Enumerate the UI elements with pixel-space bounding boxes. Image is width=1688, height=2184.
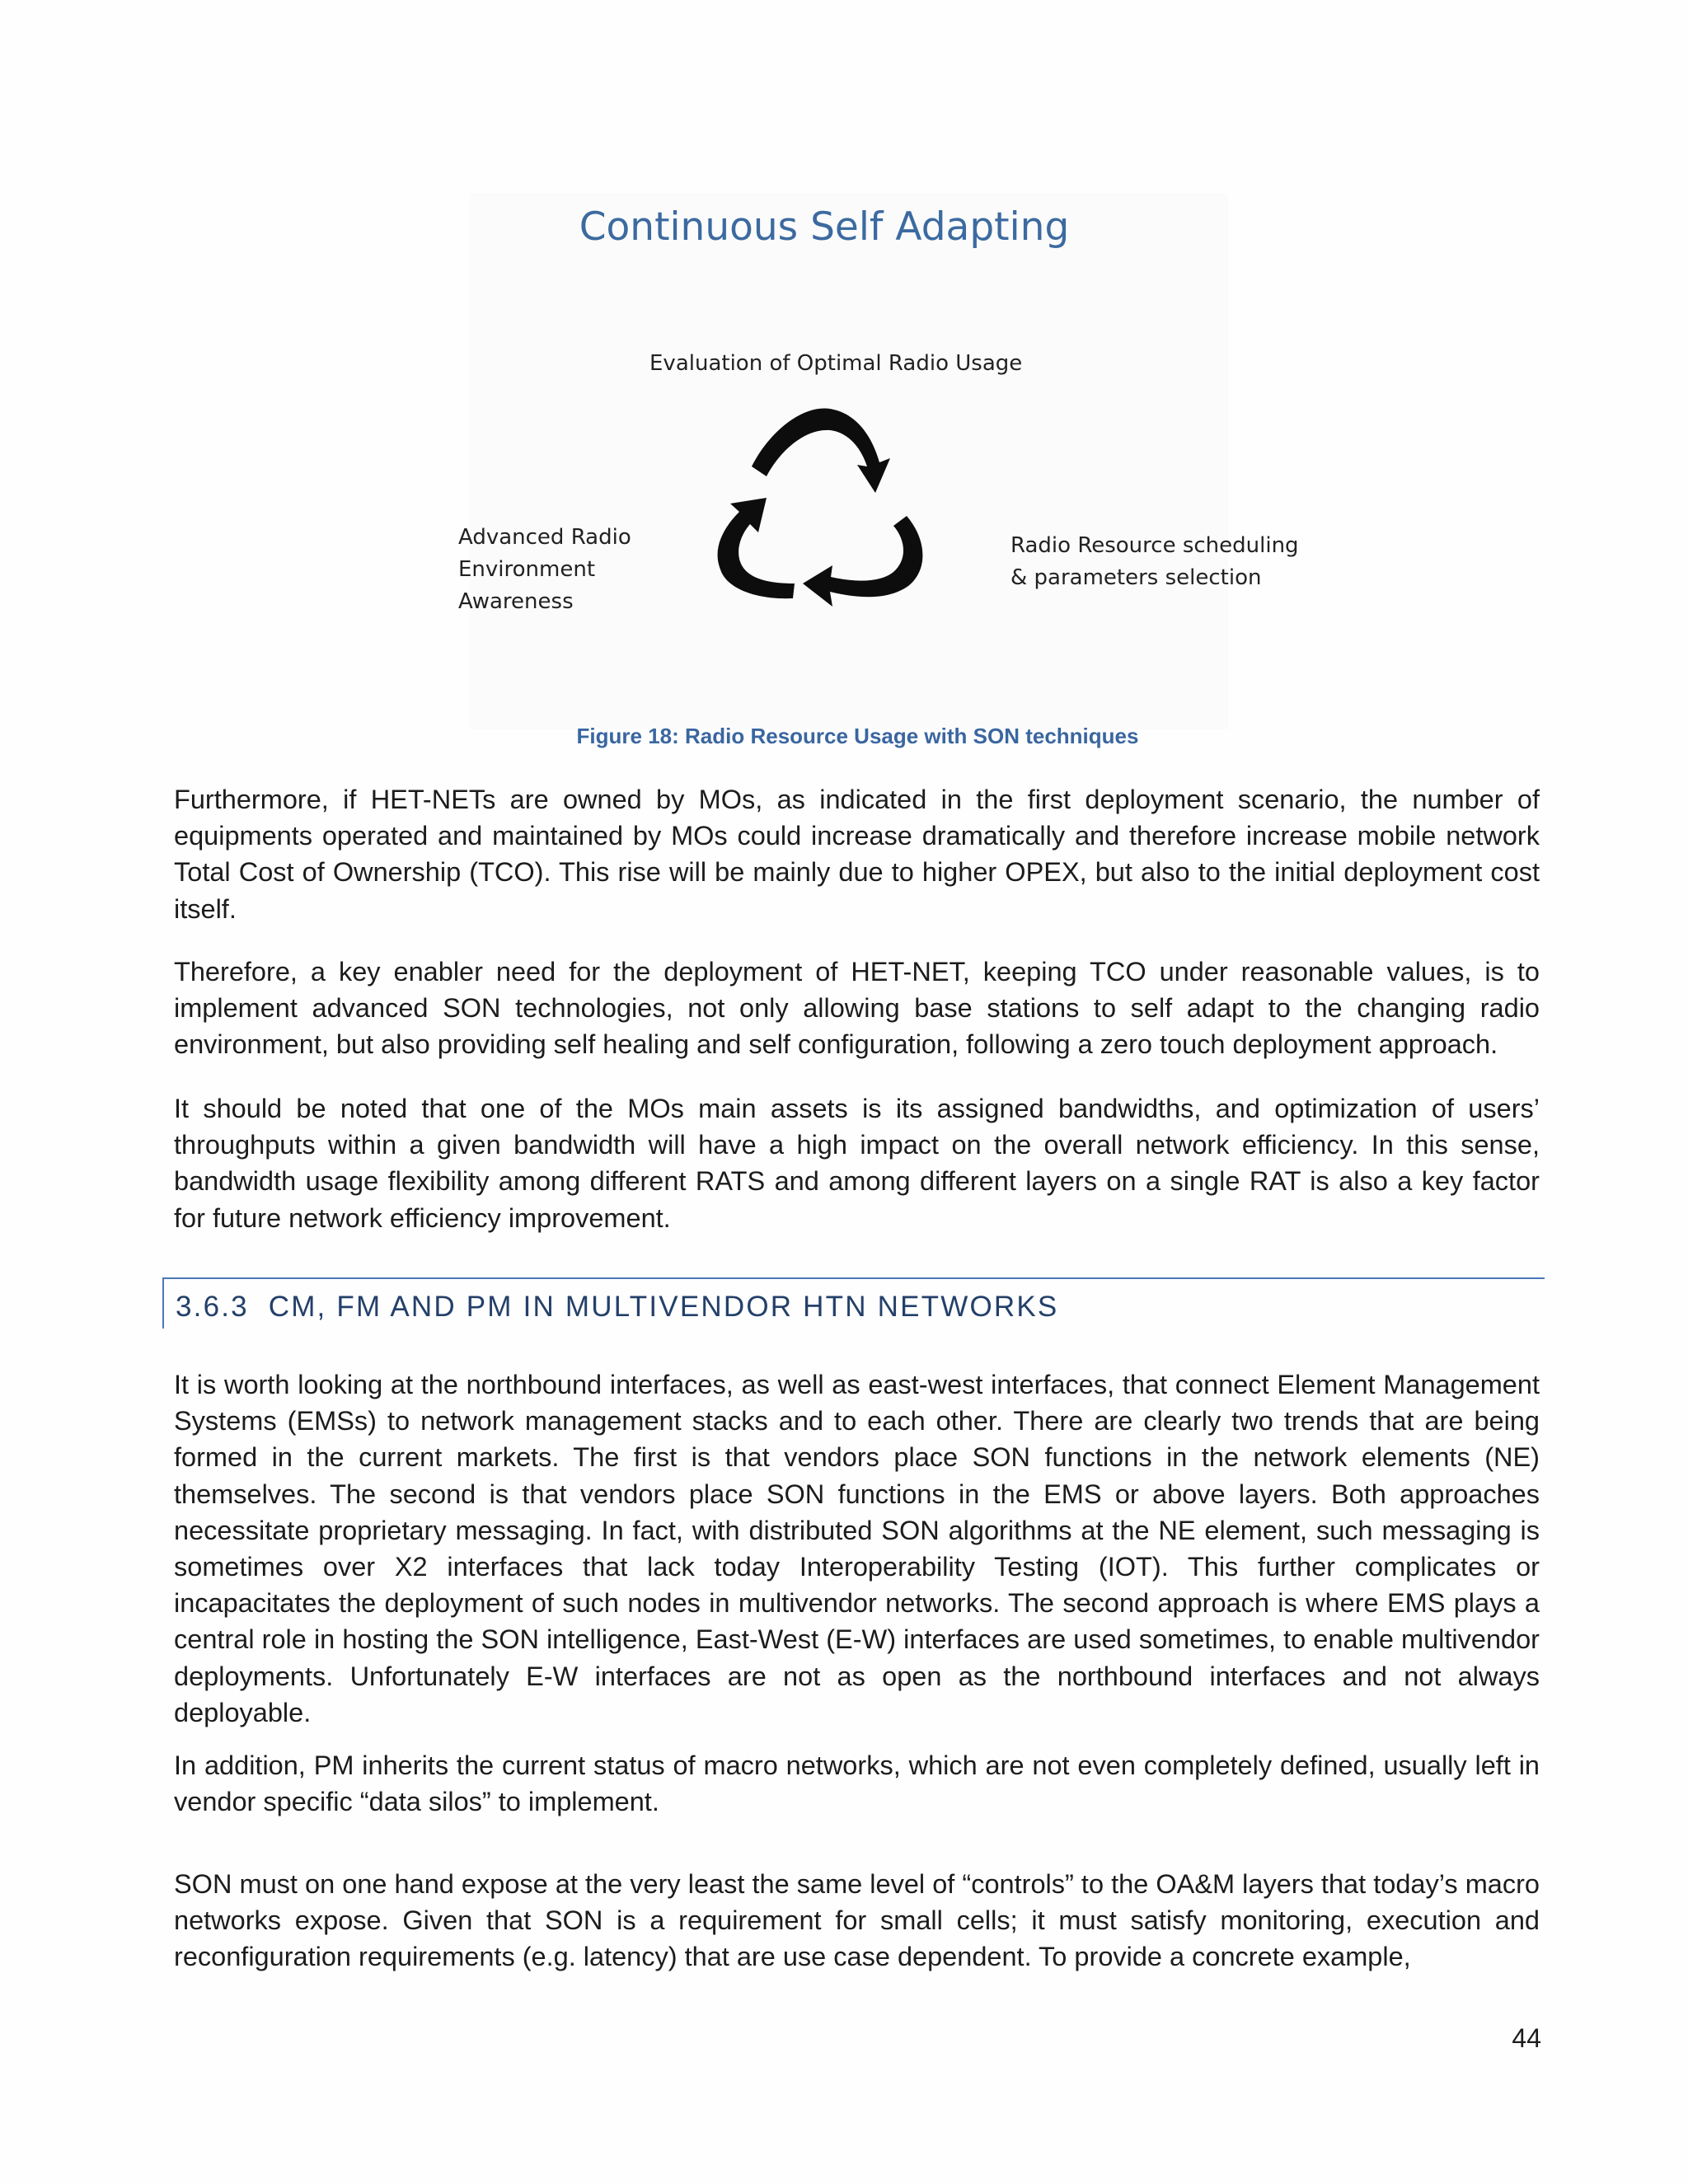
diagram-label-right-line: & parameters selection: [1010, 565, 1262, 590]
cycle-arrow-top: [752, 409, 890, 493]
diagram-label-top: Evaluation of Optimal Radio Usage: [649, 351, 1023, 376]
diagram-label-right-line: Radio Resource scheduling: [1010, 533, 1299, 558]
cycle-arrow-left: [718, 498, 795, 598]
paragraph: Therefore, a key enabler need for the deployment of HET-NET, keeping TCO under reasonable values, is to implement advanced SON technologies, not only allowing base stations to self adapt to the changing radio environment, but also providing self healing and self configuration, following a zero touch deployment approach.: [174, 957, 1540, 1060]
section-title: CM, FM AND PM IN MULTIVENDOR HTN NETWORKS: [268, 1291, 1059, 1323]
paragraph: It should be noted that one of the MOs main assets is its assigned bandwidths, and optimization of users’ throughputs within a given bandwidth will have a high impact on the overall network efficiency. In this sense, bandwidth usage flexibility among different RATS and among different layers on a single RAT is also a key factor for future network efficiency improvement.: [174, 1094, 1540, 1233]
diagram-title: Continuous Self Adapting: [579, 204, 1070, 250]
diagram-label-left: [458, 522, 648, 618]
diagram-label-left-line: Awareness: [458, 589, 574, 614]
paragraph: It is worth looking at the northbound interfaces, as well as east-west interfaces, that connect Element Management Systems (EMSs) to network management stacks and to each other. There are clearly two trends that are being formed in the current markets. The first is that vendors place SON functions in the network elements (NE) themselves. The second is that vendors place SON functions in the EMS or above layers. Both approaches necessitate proprietary messaging. In fact, with distributed SON algorithms at the NE element, such messaging is sometimes over X2 interfaces that lack today Interoperability Testing (IOT). This further complicates or incapacitates the deployment of such nodes in multivendor networks. The second approach is where EMS plays a central role in hosting the SON intelligence, East-West (E-W) interfaces are used sometimes, to enable multivendor deployments. Unfortunately E-W interfaces are not as open as the northbound interfaces and not always deployable.: [174, 1370, 1540, 1727]
paragraph: SON must on one hand expose at the very least the same level of “controls” to the OA&M layers that today’s macro networks expose. Given that SON is a requirement for small cells; it must satisfy monitoring, execution and reconfiguration requirements (e.g. latency) that are use case dependent. To provide a concrete example,: [174, 1869, 1540, 1972]
page-number: 44: [1512, 2023, 1541, 2053]
diagram-label-left-line: Advanced Radio: [458, 525, 631, 550]
section-heading: [162, 1277, 1545, 1329]
section-number: 3.6.3: [176, 1291, 249, 1323]
cycle-arrow-right: [803, 516, 922, 607]
paragraph: In addition, PM inherits the current status of macro networks, which are not even completely defined, usually left in vendor specific “data silos” to implement.: [174, 1750, 1540, 1817]
section-heading-text: [176, 1291, 1058, 1324]
figure-caption: Figure 18: Radio Resource Usage with SON techniques: [576, 724, 1139, 748]
diagram-label-left-line: Environment: [458, 557, 596, 582]
cycle-arrows-diagram: [669, 401, 958, 615]
diagram-label-right: [1010, 530, 1357, 594]
paragraph: Furthermore, if HET-NETs are owned by MOs, as indicated in the first deployment scenario, the number of equipments operated and maintained by MOs could increase dramatically and therefore increase mobile network Total Cost of Ownership (TCO). This rise will be mainly due to higher OPEX, but also to the initial deployment cost itself.: [174, 785, 1540, 924]
